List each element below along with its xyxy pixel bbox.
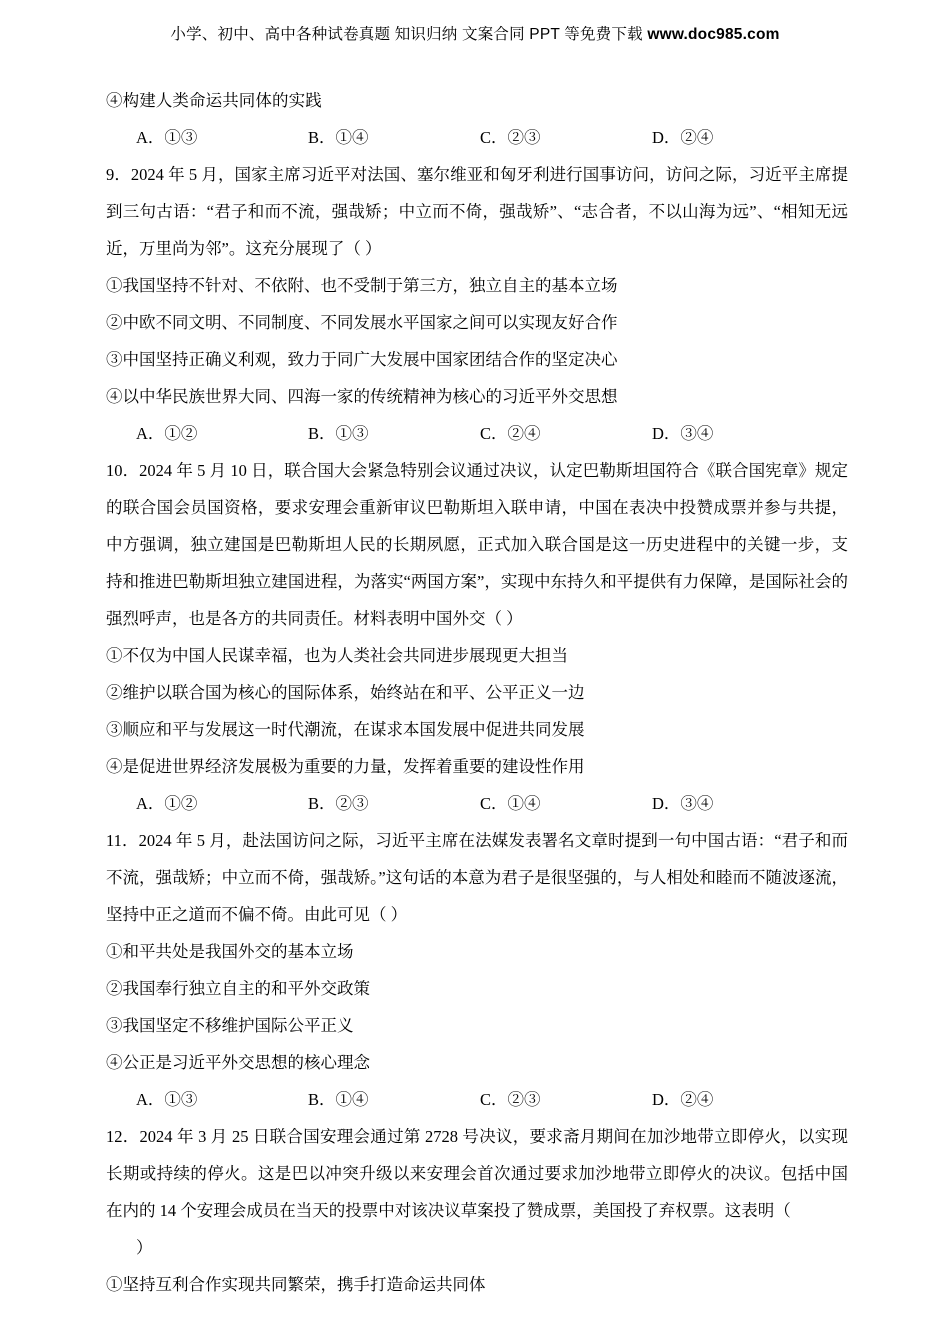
question-9 — [106, 156, 848, 452]
option-d: D．③④ — [652, 794, 714, 813]
question-12-item-1: ①坚持互利合作实现共同繁荣，携手打造命运共同体 — [106, 1275, 486, 1294]
option-c: C．②③ — [480, 1090, 541, 1109]
option-b: B．②③ — [308, 794, 369, 813]
question-10-item-3: ③顺应和平与发展这一时代潮流，在谋求本国发展中促进共同发展 — [106, 720, 585, 739]
question-9-item-3: ③中国坚持正确义利观，致力于同广大发展中国家团结合作的坚定决心 — [106, 350, 618, 369]
option-a: A．①② — [136, 424, 198, 443]
option-c: C．①④ — [480, 794, 541, 813]
question-11 — [106, 822, 848, 1118]
question-9-options — [106, 415, 848, 452]
document-body — [106, 82, 848, 1303]
question-11-item-1: ①和平共处是我国外交的基本立场 — [106, 942, 354, 961]
option-b: B．①④ — [308, 1090, 369, 1109]
top-options — [106, 119, 848, 156]
question-11-item-2: ②我国奉行独立自主的和平外交政策 — [106, 979, 370, 998]
question-9-item-4: ④以中华民族世界大同、四海一家的传统精神为核心的习近平外交思想 — [106, 387, 618, 406]
question-10-item-4: ④是促进世界经济发展极为重要的力量，发挥着重要的建设性作用 — [106, 757, 585, 776]
question-10 — [106, 452, 848, 822]
question-11-stem: 11．2024 年 5 月，赴法国访问之际，习近平主席在法媒发表署名文章时提到一句中国古语：“君子和而不流，强哉矫；中立而不倚，强哉矫。”这句话的本意为君子是很坚强的，与人相处和睦而不随波逐流，坚持中正之道而不偏不倚。由此可见（ ） — [106, 831, 848, 924]
option-b: B．①④ — [308, 128, 369, 147]
question-9-stem: 9．2024 年 5 月，国家主席习近平对法国、塞尔维亚和匈牙利进行国事访问，访问之际，习近平主席提到三句古语：“君子和而不流，强哉矫；中立而不倚，强哉矫”、“志合者，不以山海为远”、“相知无远近，万里尚为邻”。这充分展现了（ ） — [106, 165, 848, 258]
option-a: A．①③ — [136, 1090, 198, 1109]
question-11-options — [106, 1081, 848, 1118]
question-10-item-2: ②维护以联合国为核心的国际体系，始终站在和平、公平正义一边 — [106, 683, 585, 702]
question-12-stem: 12．2024 年 3 月 25 日联合国安理会通过第 2728 号决议，要求斋月期间在加沙地带立即停火，以实现长期或持续的停火。这是巴以冲突升级以来安理会首次通过要求加沙地带立即停火的决议。包括中国在内的 14 个安理会成员在当天的投票中对该决议草案投了赞成票，美国投了弃权票。这表明（ — [106, 1127, 848, 1220]
question-9-item-2: ②中欧不同文明、不同制度、不同发展水平国家之间可以实现友好合作 — [106, 313, 618, 332]
watermark-text: 小学、初中、高中各种试卷真题 知识归纳 文案合同 PPT 等免费下载 — [170, 26, 643, 43]
question-9-item-1: ①我国坚持不针对、不依附、也不受制于第三方，独立自主的基本立场 — [106, 276, 618, 295]
option-d: D．②④ — [652, 128, 714, 147]
question-12-stem-tail: ） — [136, 1238, 153, 1257]
watermark-site: www.doc985.com — [647, 26, 780, 43]
question-11-item-3: ③我国坚定不移维护国际公平正义 — [106, 1016, 354, 1035]
option-c: C．②④ — [480, 424, 541, 443]
top-fragment: ④构建人类命运共同体的实践 — [106, 91, 322, 110]
question-12 — [106, 1118, 848, 1303]
question-10-stem: 10．2024 年 5 月 10 日，联合国大会紧急特别会议通过决议，认定巴勒斯坦国符合《联合国宪章》规定的联合国会员国资格，要求安理会重新审议巴勒斯坦入联申请，中国在表决中投赞成票并参与共提，中方强调，独立建国是巴勒斯坦人民的长期夙愿，正式加入联合国是这一历史进程中的关键一步，支持和推进巴勒斯坦独立建国进程，为落实“两国方案”，实现中东持久和平提供有力保障，是国际社会的强烈呼声，也是各方的共同责任。材料表明中国外交（ ） — [106, 461, 848, 628]
option-a: A．①③ — [136, 128, 198, 147]
option-a: A．①② — [136, 794, 198, 813]
option-c: C．②③ — [480, 128, 541, 147]
question-11-item-4: ④公正是习近平外交思想的核心理念 — [106, 1053, 370, 1072]
option-d: D．③④ — [652, 424, 714, 443]
option-d: D．②④ — [652, 1090, 714, 1109]
question-10-options — [106, 785, 848, 822]
page-header-watermark — [0, 22, 950, 44]
question-10-item-1: ①不仅为中国人民谋幸福，也为人类社会共同进步展现更大担当 — [106, 646, 568, 665]
option-b: B．①③ — [308, 424, 369, 443]
